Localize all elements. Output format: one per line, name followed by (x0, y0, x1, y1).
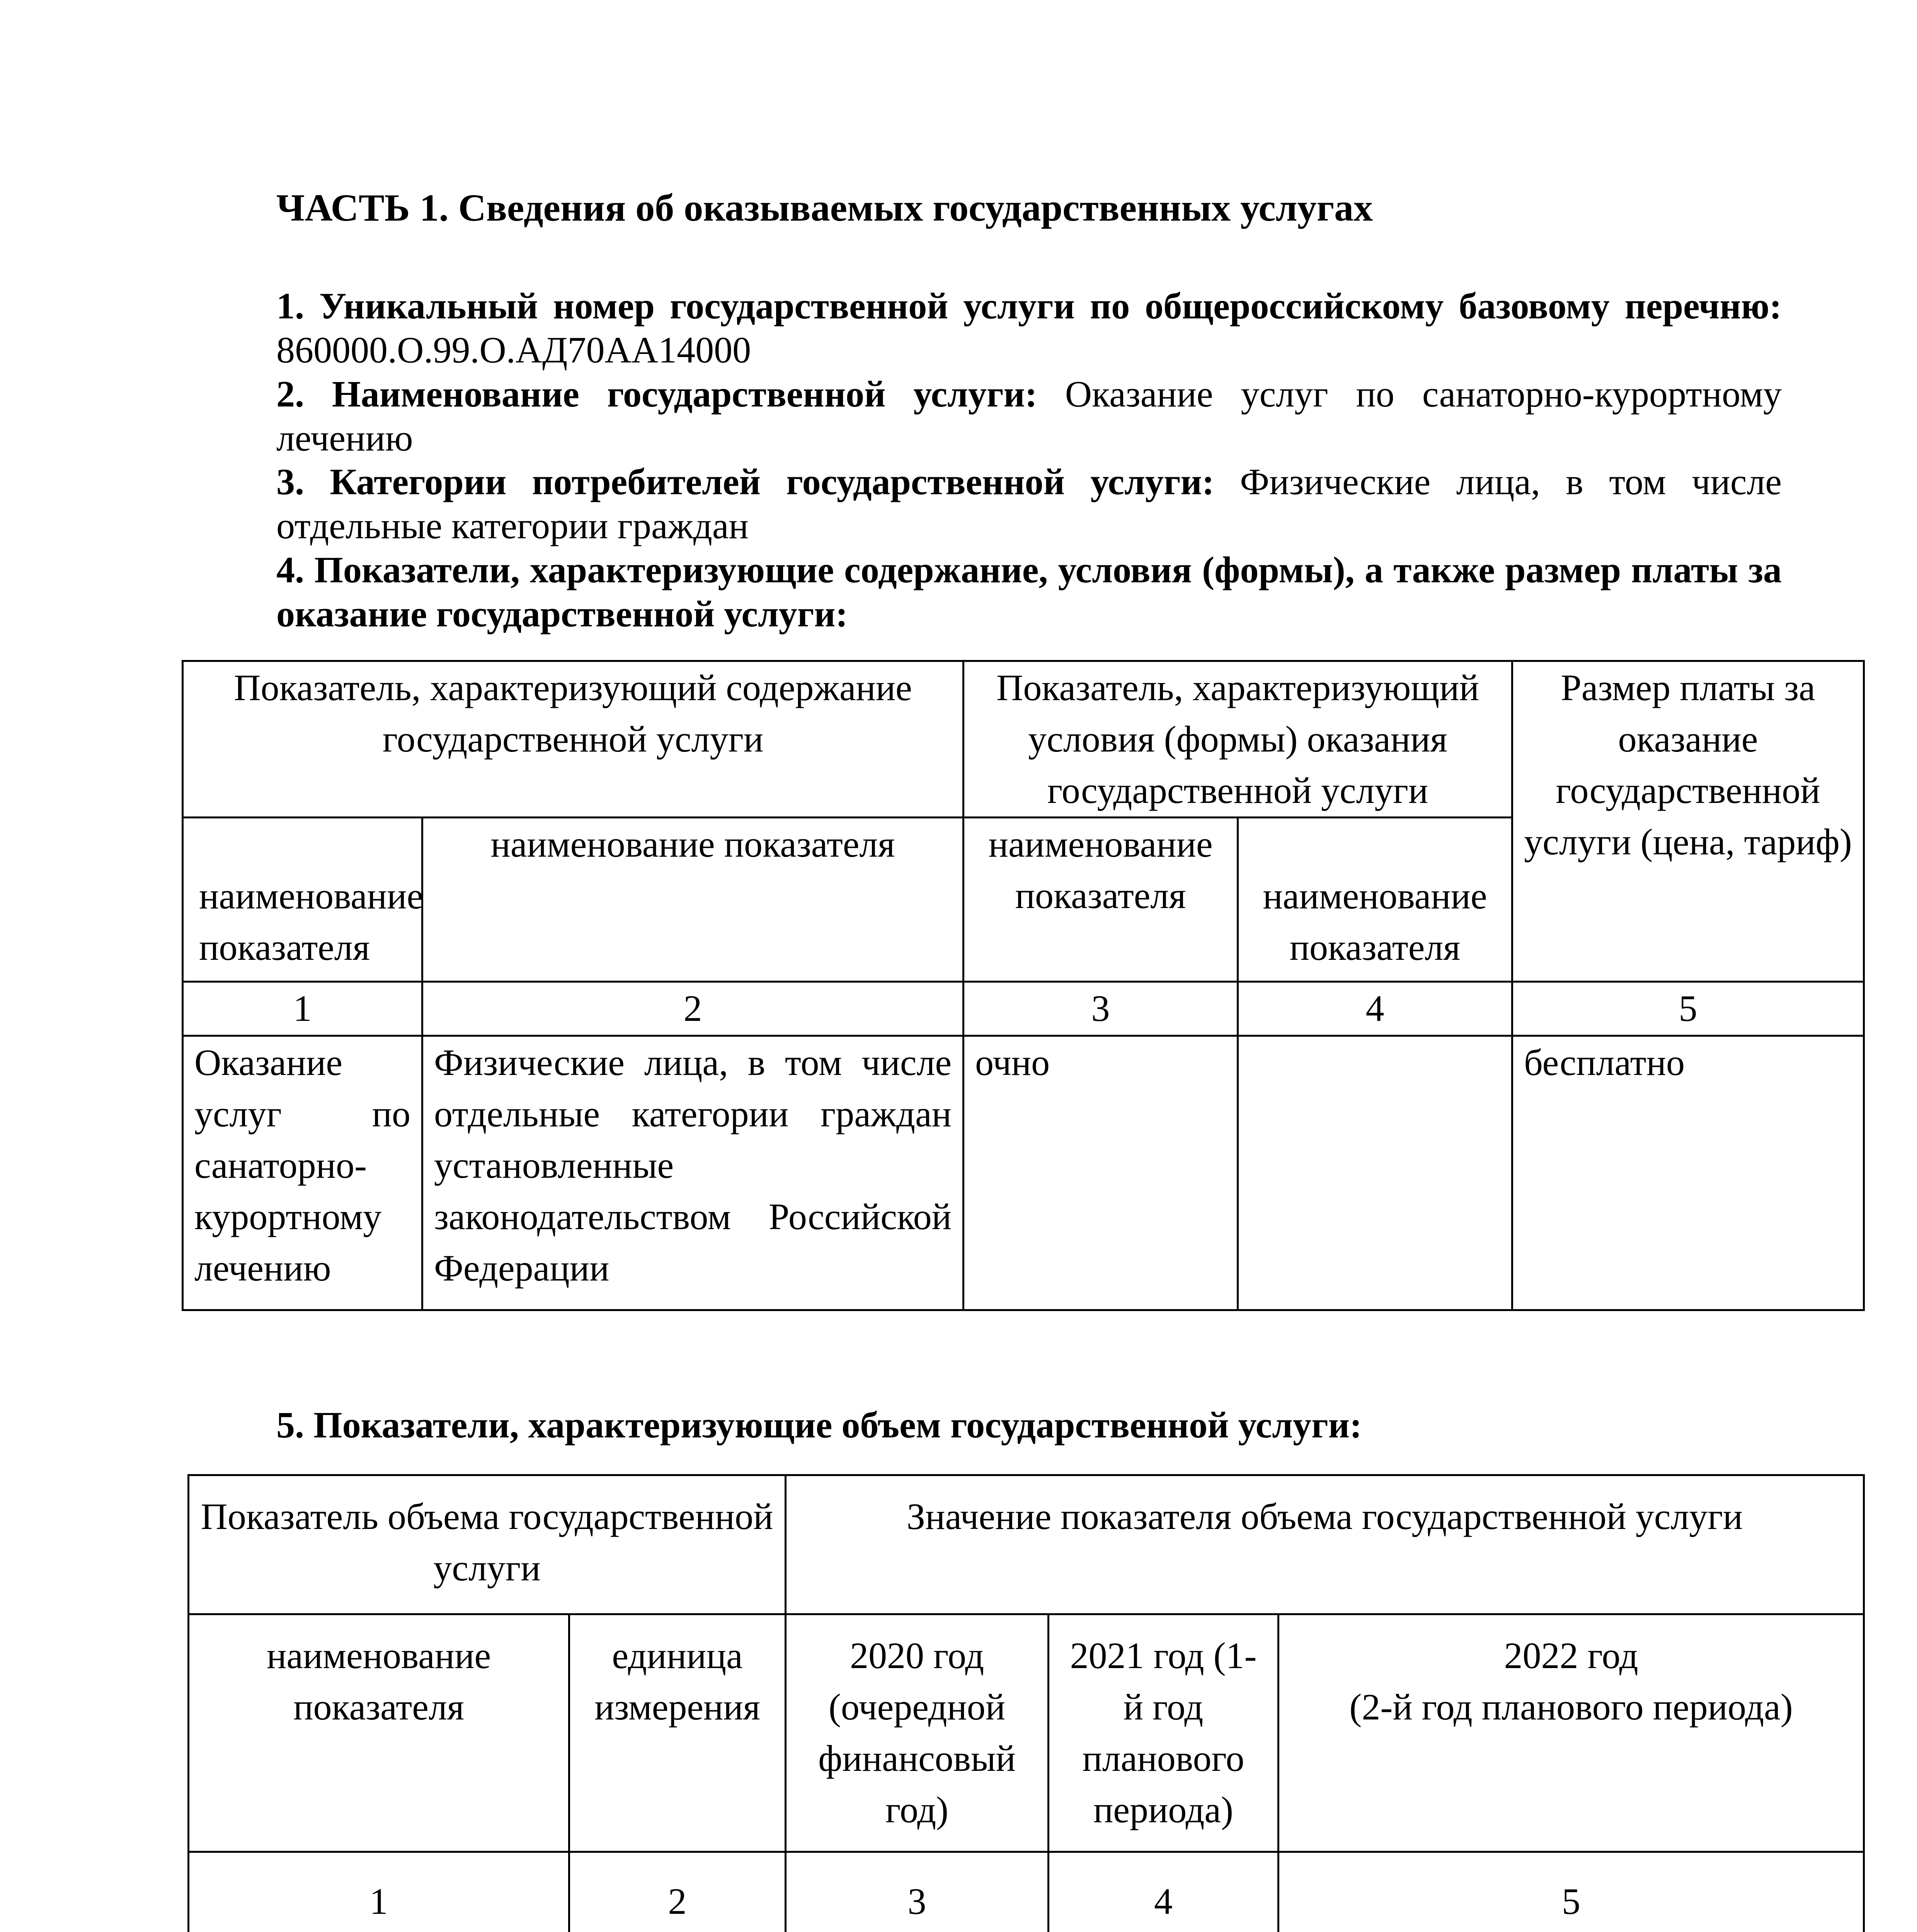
form-cell: очно (964, 1036, 1238, 1310)
header-conditions: Показатель, характеризующий условия (формы) оказания государственной услуги (964, 661, 1512, 818)
item-label: 4. Показатели, характеризующие содержание, условия (формы), а также размер платы за оказание государственной услуги: (276, 549, 1782, 634)
subheader-2022-period: (2-й год планового периода) (1349, 1686, 1793, 1728)
item-indicators (276, 548, 1782, 636)
column-number: 4 (1049, 1852, 1279, 1932)
column-number: 3 (786, 1852, 1049, 1932)
subheader-name: наименование показателя (189, 1614, 569, 1852)
subheader-col4: наименование показателя (1238, 818, 1512, 982)
item-consumer-categories (276, 460, 1782, 548)
header-volume-value: Значение показателя объема государственной услуги (786, 1475, 1864, 1614)
subheader-col2: наименование показателя (422, 818, 964, 982)
subheader-2020: 2020 год (очередной финансовый год) (786, 1614, 1049, 1852)
header-volume-indicator: Показатель объема государственной услуги (189, 1475, 786, 1614)
volume-table (187, 1474, 1865, 1932)
subheader-unit: единица измерения (569, 1614, 786, 1852)
consumer-cell: Физические лица, в том числе отдельные категории граждан установленные законодательством Российской Федерации (422, 1036, 964, 1310)
subheader-2022-year: 2022 год (1504, 1635, 1638, 1676)
item-label: 3. Категории потребителей государственной услуги: (276, 461, 1214, 502)
subheader-col3: наименование показателя (964, 818, 1238, 982)
header-content: Показатель, характеризующий содержание государственной услуги (183, 661, 964, 818)
fee-cell: бесплатно (1512, 1036, 1864, 1310)
header-fee: Размер платы за оказание государственной услуги (цена, тариф) (1512, 661, 1864, 982)
service-content-cell: Оказание услуг по санаторно-курортному лечению (183, 1036, 422, 1310)
column-number: 4 (1238, 982, 1512, 1036)
content-conditions-table (182, 660, 1865, 1311)
subheader-2021: 2021 год (1-й год планового периода) (1049, 1614, 1279, 1852)
column-number: 1 (183, 982, 422, 1036)
section-5-heading: 5. Показатели, характеризующие объем государственной услуги: (276, 1404, 1362, 1446)
subheader-col1: наименование показателя (183, 818, 422, 982)
empty-cell (1238, 1036, 1512, 1310)
column-number: 2 (422, 982, 964, 1036)
item-unique-number (276, 284, 1782, 372)
subheader-2022 (1279, 1614, 1864, 1852)
item-service-name (276, 372, 1782, 460)
column-number: 5 (1512, 982, 1864, 1036)
column-number: 5 (1279, 1852, 1864, 1932)
item-value: 860000.О.99.О.АД70АА14000 (276, 329, 751, 371)
item-label: 2. Наименование государственной услуги: (276, 373, 1037, 415)
item-value: Оказание услуг по санаторно-курортному лечению (276, 373, 1782, 459)
item-label: 1. Уникальный номер государственной услуги по общероссийскому базовому перечню: (276, 285, 1782, 327)
part-heading: ЧАСТЬ 1. Сведения об оказываемых государственных услугах (276, 186, 1373, 229)
column-number: 3 (964, 982, 1238, 1036)
column-number: 1 (189, 1852, 569, 1932)
item-value: Физические лица, в том числе отдельные категории граждан (276, 461, 1782, 546)
column-number: 2 (569, 1852, 786, 1932)
